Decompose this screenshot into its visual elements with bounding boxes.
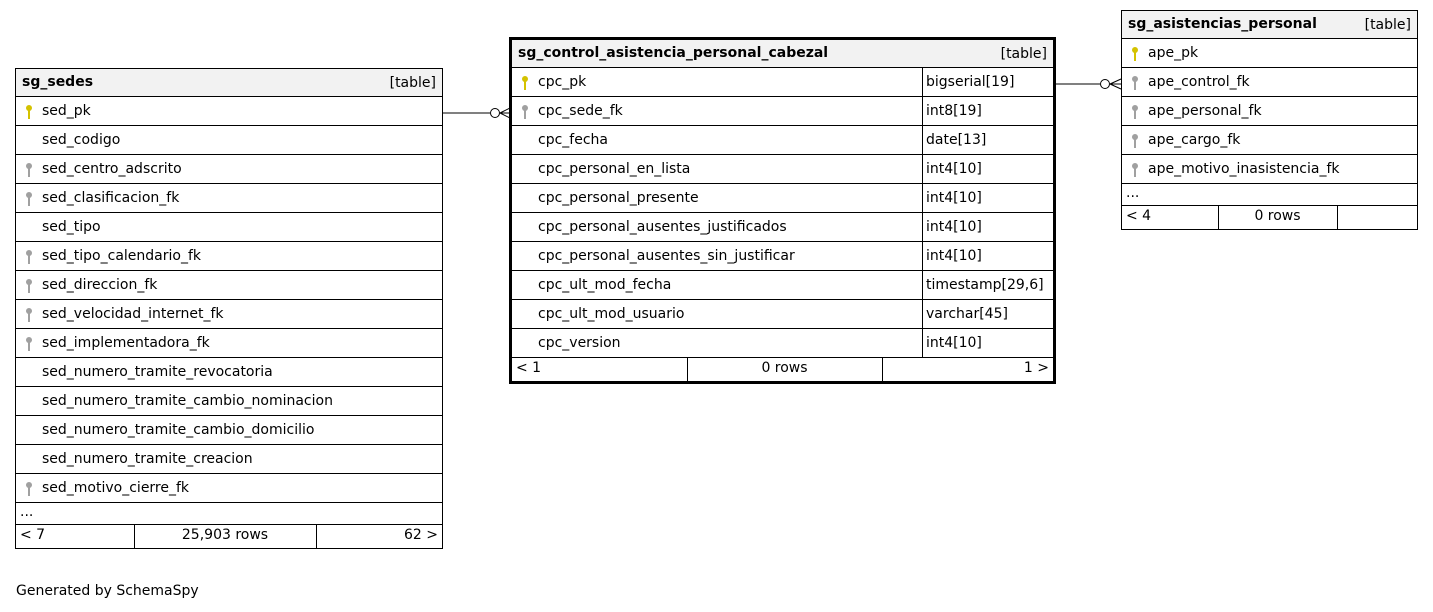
column-type: date[13] [926, 132, 987, 148]
column-row[interactable] [512, 300, 1053, 329]
column-type: int4[10] [926, 219, 982, 235]
column-type: int4[10] [926, 248, 982, 264]
column-name: sed_tipo [42, 219, 101, 235]
column-name: cpc_fecha [538, 132, 608, 148]
primary-key-icon [521, 75, 529, 91]
column-row[interactable] [512, 242, 1053, 271]
column-divider [922, 184, 923, 212]
parents-count[interactable]: < 7 [20, 527, 46, 543]
table-header [16, 69, 442, 97]
column-name: ape_motivo_inasistencia_fk [1148, 161, 1340, 177]
generated-by-footnote: Generated by SchemaSpy [16, 583, 199, 599]
foreign-key-icon [25, 249, 33, 265]
column-row[interactable] [512, 213, 1053, 242]
column-row[interactable] [16, 416, 442, 445]
column-name: sed_codigo [42, 132, 121, 148]
column-row[interactable] [16, 271, 442, 300]
column-name: sed_numero_tramite_creacion [42, 451, 253, 467]
footer-divider [882, 358, 883, 381]
table-footer [512, 358, 1053, 381]
column-type: bigserial[19] [926, 74, 1015, 90]
column-row[interactable] [1122, 126, 1417, 155]
column-name: ape_pk [1148, 45, 1199, 61]
foreign-key-icon [1131, 133, 1139, 149]
table-header [1122, 11, 1417, 39]
children-count[interactable]: 62 > [404, 527, 438, 543]
column-name: cpc_ult_mod_usuario [538, 306, 685, 322]
column-name: ape_personal_fk [1148, 103, 1262, 119]
column-list [16, 97, 442, 503]
column-name: ape_control_fk [1148, 74, 1250, 90]
column-name: cpc_personal_ausentes_justificados [538, 219, 787, 235]
column-row[interactable] [512, 271, 1053, 300]
column-row[interactable] [16, 184, 442, 213]
column-row[interactable] [16, 445, 442, 474]
foreign-key-icon [1131, 75, 1139, 91]
column-row[interactable] [1122, 39, 1417, 68]
column-type: int4[10] [926, 190, 982, 206]
foreign-key-icon [25, 278, 33, 294]
column-divider [922, 213, 923, 241]
table-type-label: [table] [389, 75, 436, 91]
column-name: ape_cargo_fk [1148, 132, 1241, 148]
column-row[interactable] [16, 474, 442, 503]
row-count: 0 rows [761, 360, 808, 376]
column-type: int4[10] [926, 161, 982, 177]
column-row[interactable] [512, 68, 1053, 97]
more-columns-ellipsis [1122, 184, 1417, 206]
column-name: cpc_personal_presente [538, 190, 699, 206]
relationship-sedes-cabezal [443, 108, 510, 118]
column-divider [922, 300, 923, 328]
foreign-key-icon [25, 336, 33, 352]
table-name: sg_control_asistencia_personal_cabezal [518, 45, 829, 61]
column-name: cpc_personal_en_lista [538, 161, 691, 177]
table-footer [1122, 206, 1417, 229]
table-sg-sedes[interactable] [15, 68, 443, 549]
parents-count[interactable]: < 4 [1126, 208, 1152, 224]
foreign-key-icon [521, 104, 529, 120]
ellipsis-text: ... [20, 504, 34, 520]
column-name: sed_implementadora_fk [42, 335, 210, 351]
foreign-key-icon [25, 481, 33, 497]
column-name: sed_centro_adscrito [42, 161, 182, 177]
footer-divider [316, 525, 317, 548]
parents-count[interactable]: < 1 [516, 360, 542, 376]
column-list [512, 68, 1053, 358]
column-divider [922, 97, 923, 125]
row-count: 0 rows [1254, 208, 1301, 224]
column-name: sed_clasificacion_fk [42, 190, 180, 206]
column-list [1122, 39, 1417, 184]
children-count[interactable]: 1 > [1023, 360, 1049, 376]
more-columns-ellipsis [16, 503, 442, 525]
column-row[interactable] [1122, 97, 1417, 126]
column-row[interactable] [16, 242, 442, 271]
column-row[interactable] [16, 126, 442, 155]
table-sg-asistencias-personal[interactable] [1121, 10, 1418, 230]
column-name: sed_numero_tramite_cambio_domicilio [42, 422, 315, 438]
column-name: sed_motivo_cierre_fk [42, 480, 190, 496]
column-name: sed_numero_tramite_revocatoria [42, 364, 273, 380]
column-row[interactable] [16, 300, 442, 329]
column-divider [922, 271, 923, 299]
column-name: cpc_ult_mod_fecha [538, 277, 672, 293]
column-row[interactable] [16, 387, 442, 416]
column-divider [922, 68, 923, 96]
column-row[interactable] [512, 329, 1053, 358]
column-name: cpc_personal_ausentes_sin_justificar [538, 248, 795, 264]
primary-key-icon [1131, 46, 1139, 62]
column-name: sed_pk [42, 103, 91, 119]
column-divider [922, 329, 923, 357]
column-name: cpc_version [538, 335, 621, 351]
primary-key-icon [25, 104, 33, 120]
column-row[interactable] [512, 97, 1053, 126]
table-header [512, 40, 1053, 68]
column-name: cpc_sede_fk [538, 103, 623, 119]
table-type-label: [table] [1364, 17, 1411, 33]
column-name: sed_numero_tramite_cambio_nominacion [42, 393, 333, 409]
table-footer [16, 525, 442, 548]
column-divider [922, 242, 923, 270]
foreign-key-icon [25, 307, 33, 323]
column-type: int4[10] [926, 335, 982, 351]
column-type: varchar[45] [926, 306, 1008, 322]
table-name: sg_sedes [22, 74, 94, 90]
column-row[interactable] [16, 97, 442, 126]
column-divider [922, 155, 923, 183]
column-type: int8[19] [926, 103, 982, 119]
foreign-key-icon [25, 191, 33, 207]
table-sg-control-asistencia-personal-cabezal[interactable] [509, 37, 1056, 384]
ellipsis-text: ... [1126, 185, 1140, 201]
footer-divider [1337, 206, 1338, 229]
column-row[interactable] [512, 126, 1053, 155]
column-row[interactable] [16, 213, 442, 242]
column-row[interactable] [1122, 155, 1417, 184]
column-name: sed_tipo_calendario_fk [42, 248, 201, 264]
foreign-key-icon [25, 162, 33, 178]
column-row[interactable] [1122, 68, 1417, 97]
table-name: sg_asistencias_personal [1128, 16, 1317, 32]
foreign-key-icon [1131, 104, 1139, 120]
column-type: timestamp[29,6] [926, 277, 1044, 293]
column-name: sed_direccion_fk [42, 277, 158, 293]
row-count: 25,903 rows [181, 527, 269, 543]
column-row[interactable] [16, 358, 442, 387]
column-row[interactable] [512, 184, 1053, 213]
table-type-label: [table] [1000, 46, 1047, 62]
column-row[interactable] [16, 155, 442, 184]
column-row[interactable] [512, 155, 1053, 184]
relationship-cabezal-asistencias [1055, 79, 1121, 89]
column-name: cpc_pk [538, 74, 587, 90]
column-name: sed_velocidad_internet_fk [42, 306, 224, 322]
foreign-key-icon [1131, 162, 1139, 178]
column-row[interactable] [16, 329, 442, 358]
column-divider [922, 126, 923, 154]
